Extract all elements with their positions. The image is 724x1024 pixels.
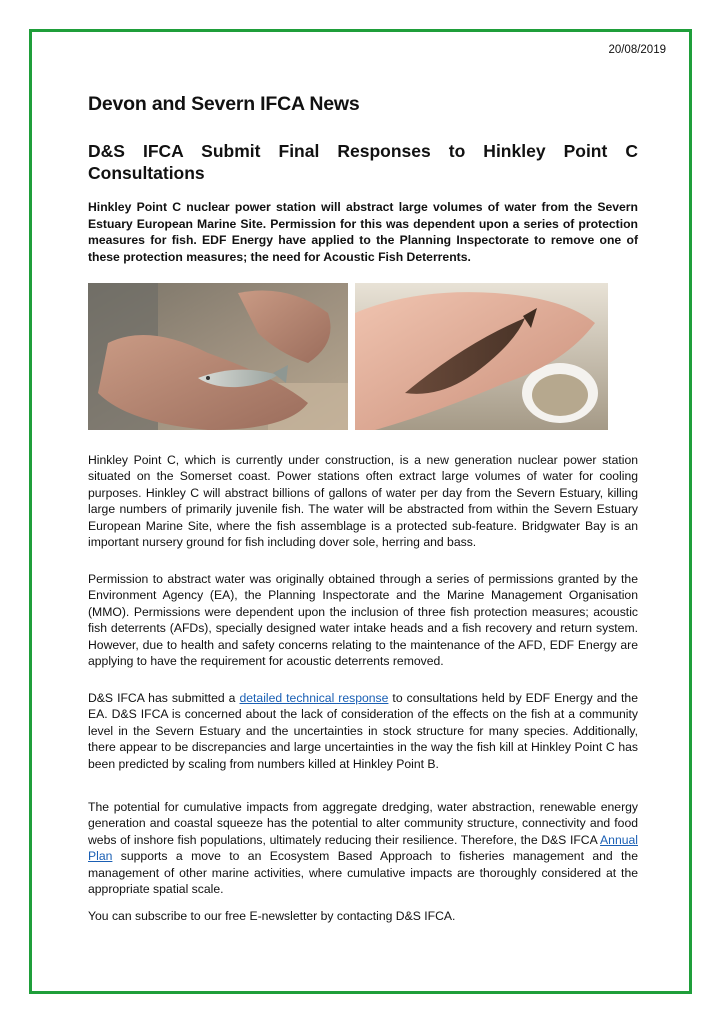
article-paragraph-1: Hinkley Point C, which is currently under construction, is a new generation nuclear power station situated on the Somerset coast. Power stations often extract large volumes of water for cooling purposes. Hinkley C will abstract billions of gallons of water per day from the Severn Estuary, killing large numbers of primarily juvenile fish. The water will be abstracted from within the Severn Estuary European Marine Site, where the fish assemblage is a protected sub-feature. Bridgwater Bay is an important nursery ground for fish including dover sole, herring and bass. (88, 453, 638, 550)
paragraph-3-text-end: to consultations held by EDF Energy and the EA. D&S IFCA is concerned about the lack of consideration of the effects on the fish at a community level in the Severn Estuary and the uncertainties in stock structure for many species. Additionally, there appear to be discrepancies and large uncertainties in the way the fish kill at Hinkley Point C has been predicted by scaling from numbers killed at Hinkley Point B. (88, 691, 638, 771)
subscribe-note: You can subscribe to our free E-newsletter by contacting D&S IFCA. (88, 909, 456, 923)
article-lead: Hinkley Point C nuclear power station will abstract large volumes of water from the Severn Estuary European Marine Site. Permission for this was dependent upon a series of protection measures for fish. EDF Energy have applied to the Planning Inspectorate to remove one of these protection measures; the need for Acoustic Fish Deterrents. (88, 200, 638, 264)
annual-plan-link[interactable]: Annual Plan (88, 832, 638, 864)
publication-date: 20/08/2019 (608, 44, 666, 56)
article-paragraph-3 (88, 690, 638, 772)
paragraph-3-text-start: D&S IFCA has submitted a (88, 691, 240, 705)
photo-fish-in-hands (88, 283, 348, 430)
newsletter-title: Devon and Severn IFCA News (88, 93, 360, 115)
technical-response-link[interactable]: detailed technical response (239, 691, 389, 705)
photo-fish-on-palm (355, 283, 608, 430)
article-paragraph-2: Permission to abstract water was originally obtained through a series of permissions granted by the Environment Agency (EA), the Planning Inspectorate and the Marine Management Organisation (MMO). Permissions were dependent upon the inclusion of three fish protection measures; acoustic fish deterrents (AFDs), specially designed water intake heads and a fish recovery and return system. However, due to health and safety concerns relating to the maintenance of the AFD, EDF Energy are applying to have the requirement for acoustic deterrents removed. (88, 572, 638, 669)
article-headline: D&S IFCA Submit Final Responses to Hinkley Point C Consultations (88, 141, 638, 183)
paragraph-4-text-start: The potential for cumulative impacts from aggregate dredging, water abstraction, renewable energy generation and coastal squeeze has the potential to alter community structure, connectivity and food webs of inshore fish populations, ultimately reducing their resilience. Therefore, the D&S IFCA (88, 800, 638, 847)
paragraph-4-text-end: supports a move to an Ecosystem Based Approach to fisheries management and the management of other marine activities, where cumulative impacts are thoroughly considered at the appropriate spatial scale. (88, 849, 638, 897)
article-paragraph-4 (88, 799, 638, 897)
